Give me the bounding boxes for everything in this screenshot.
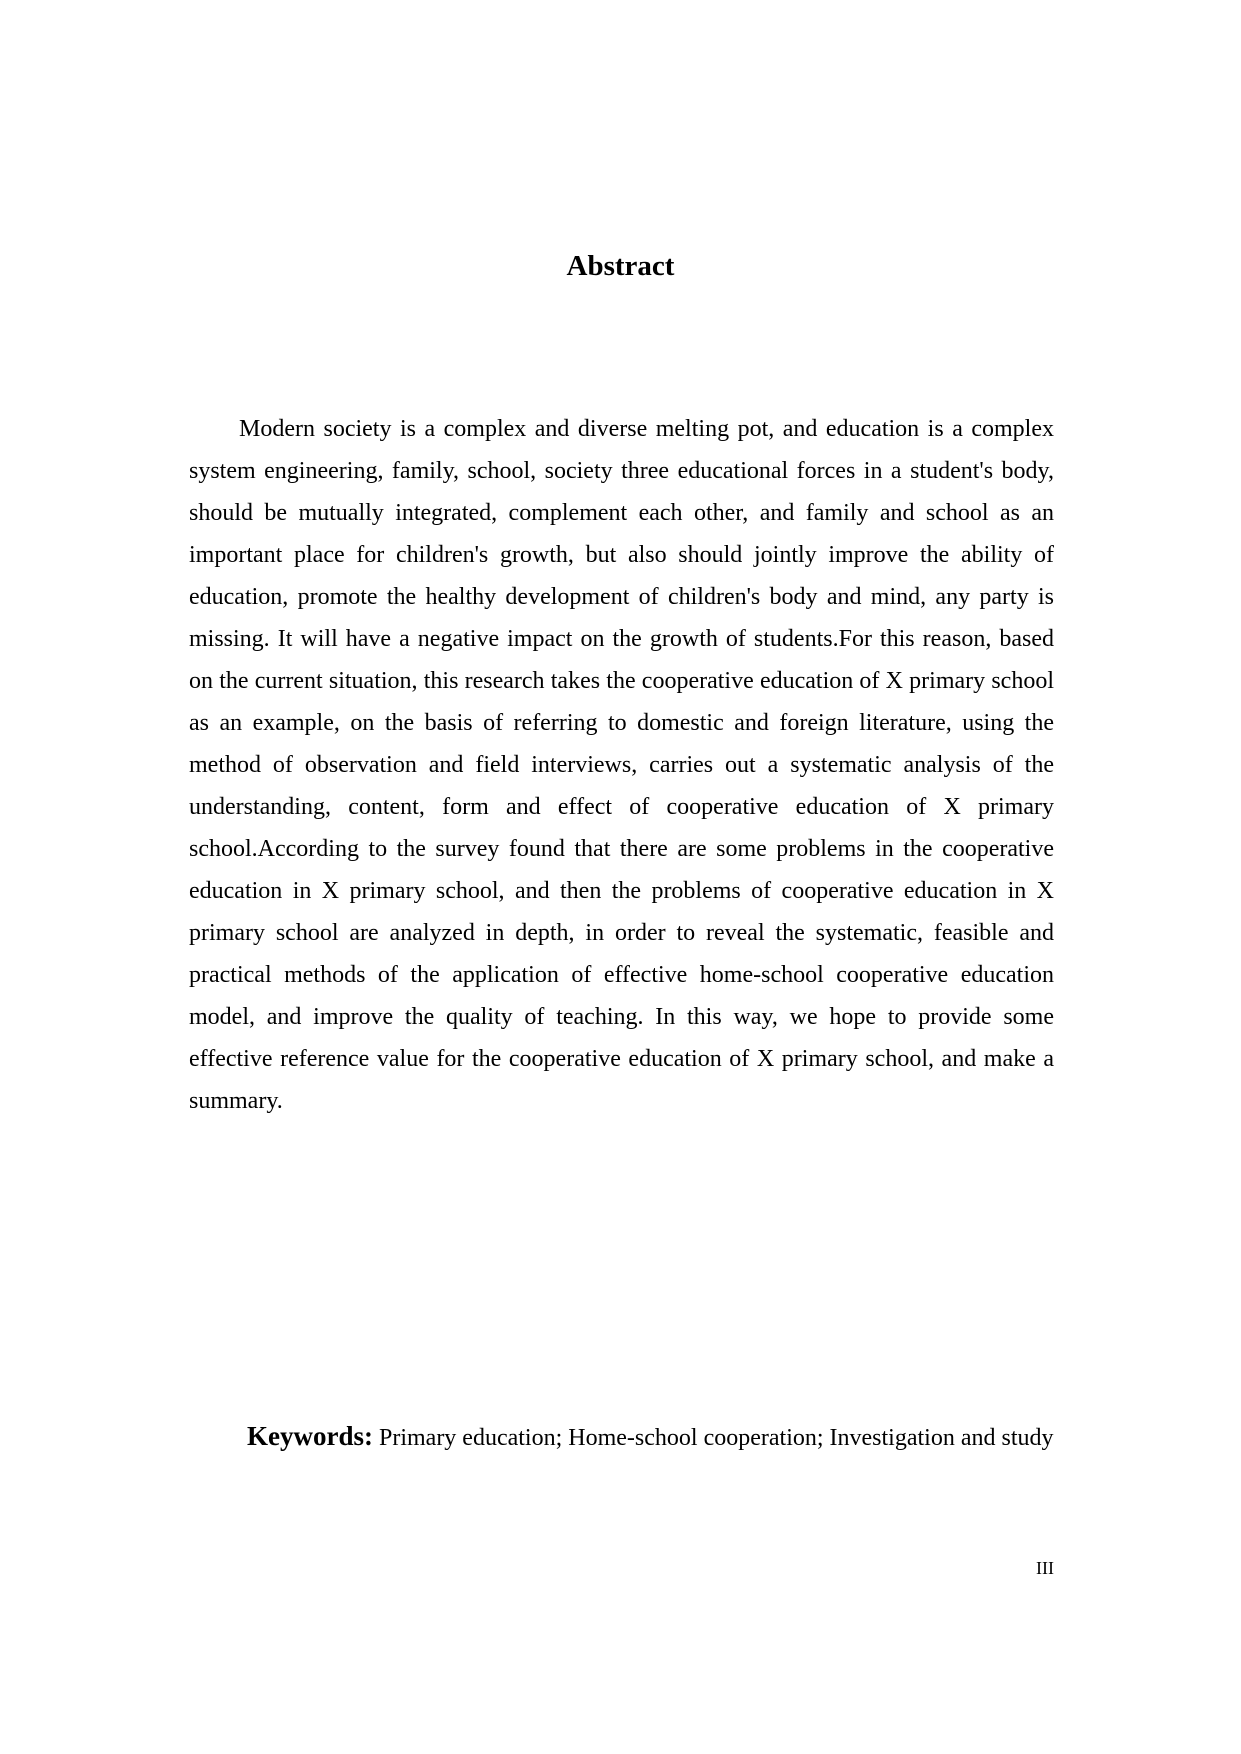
keywords-text: Primary education; Home-school cooperation; Investigation and study bbox=[372, 1425, 1054, 1451]
abstract-title: Abstract bbox=[566, 250, 675, 282]
keywords-label: Keywords: bbox=[247, 1421, 373, 1451]
page-number: III bbox=[1036, 1558, 1054, 1578]
abstract-body: Modern society is a complex and diverse melting pot, and education is a complex system engineering, family, school, society three educational forces in a student's body, should be mutually integrated, complement each other, and family and school as an important place for children's growth, but also should jointly improve the ability of education, promote the healthy development of children's body and mind, any party is missing. It will have a negative impact on the growth of students.For this reason, based on the current situation, this research takes the cooperative education of X primary school as an example, on the basis of referring to domestic and foreign literature, using the method of observation and field interviews, carries out a systematic analysis of the understanding, content, form and effect of cooperative education of X primary school.According to the survey found that there are some problems in the cooperative education in X primary school, and then the problems of cooperative education in X primary school are analyzed in depth, in order to reveal the systematic, feasible and practical methods of the application of effective home-school cooperative education model, and improve the quality of teaching. In this way, we hope to provide some effective reference value for the cooperative education of X primary school, and make a summary. bbox=[189, 416, 1054, 1114]
keywords-line bbox=[189, 1415, 1054, 1459]
